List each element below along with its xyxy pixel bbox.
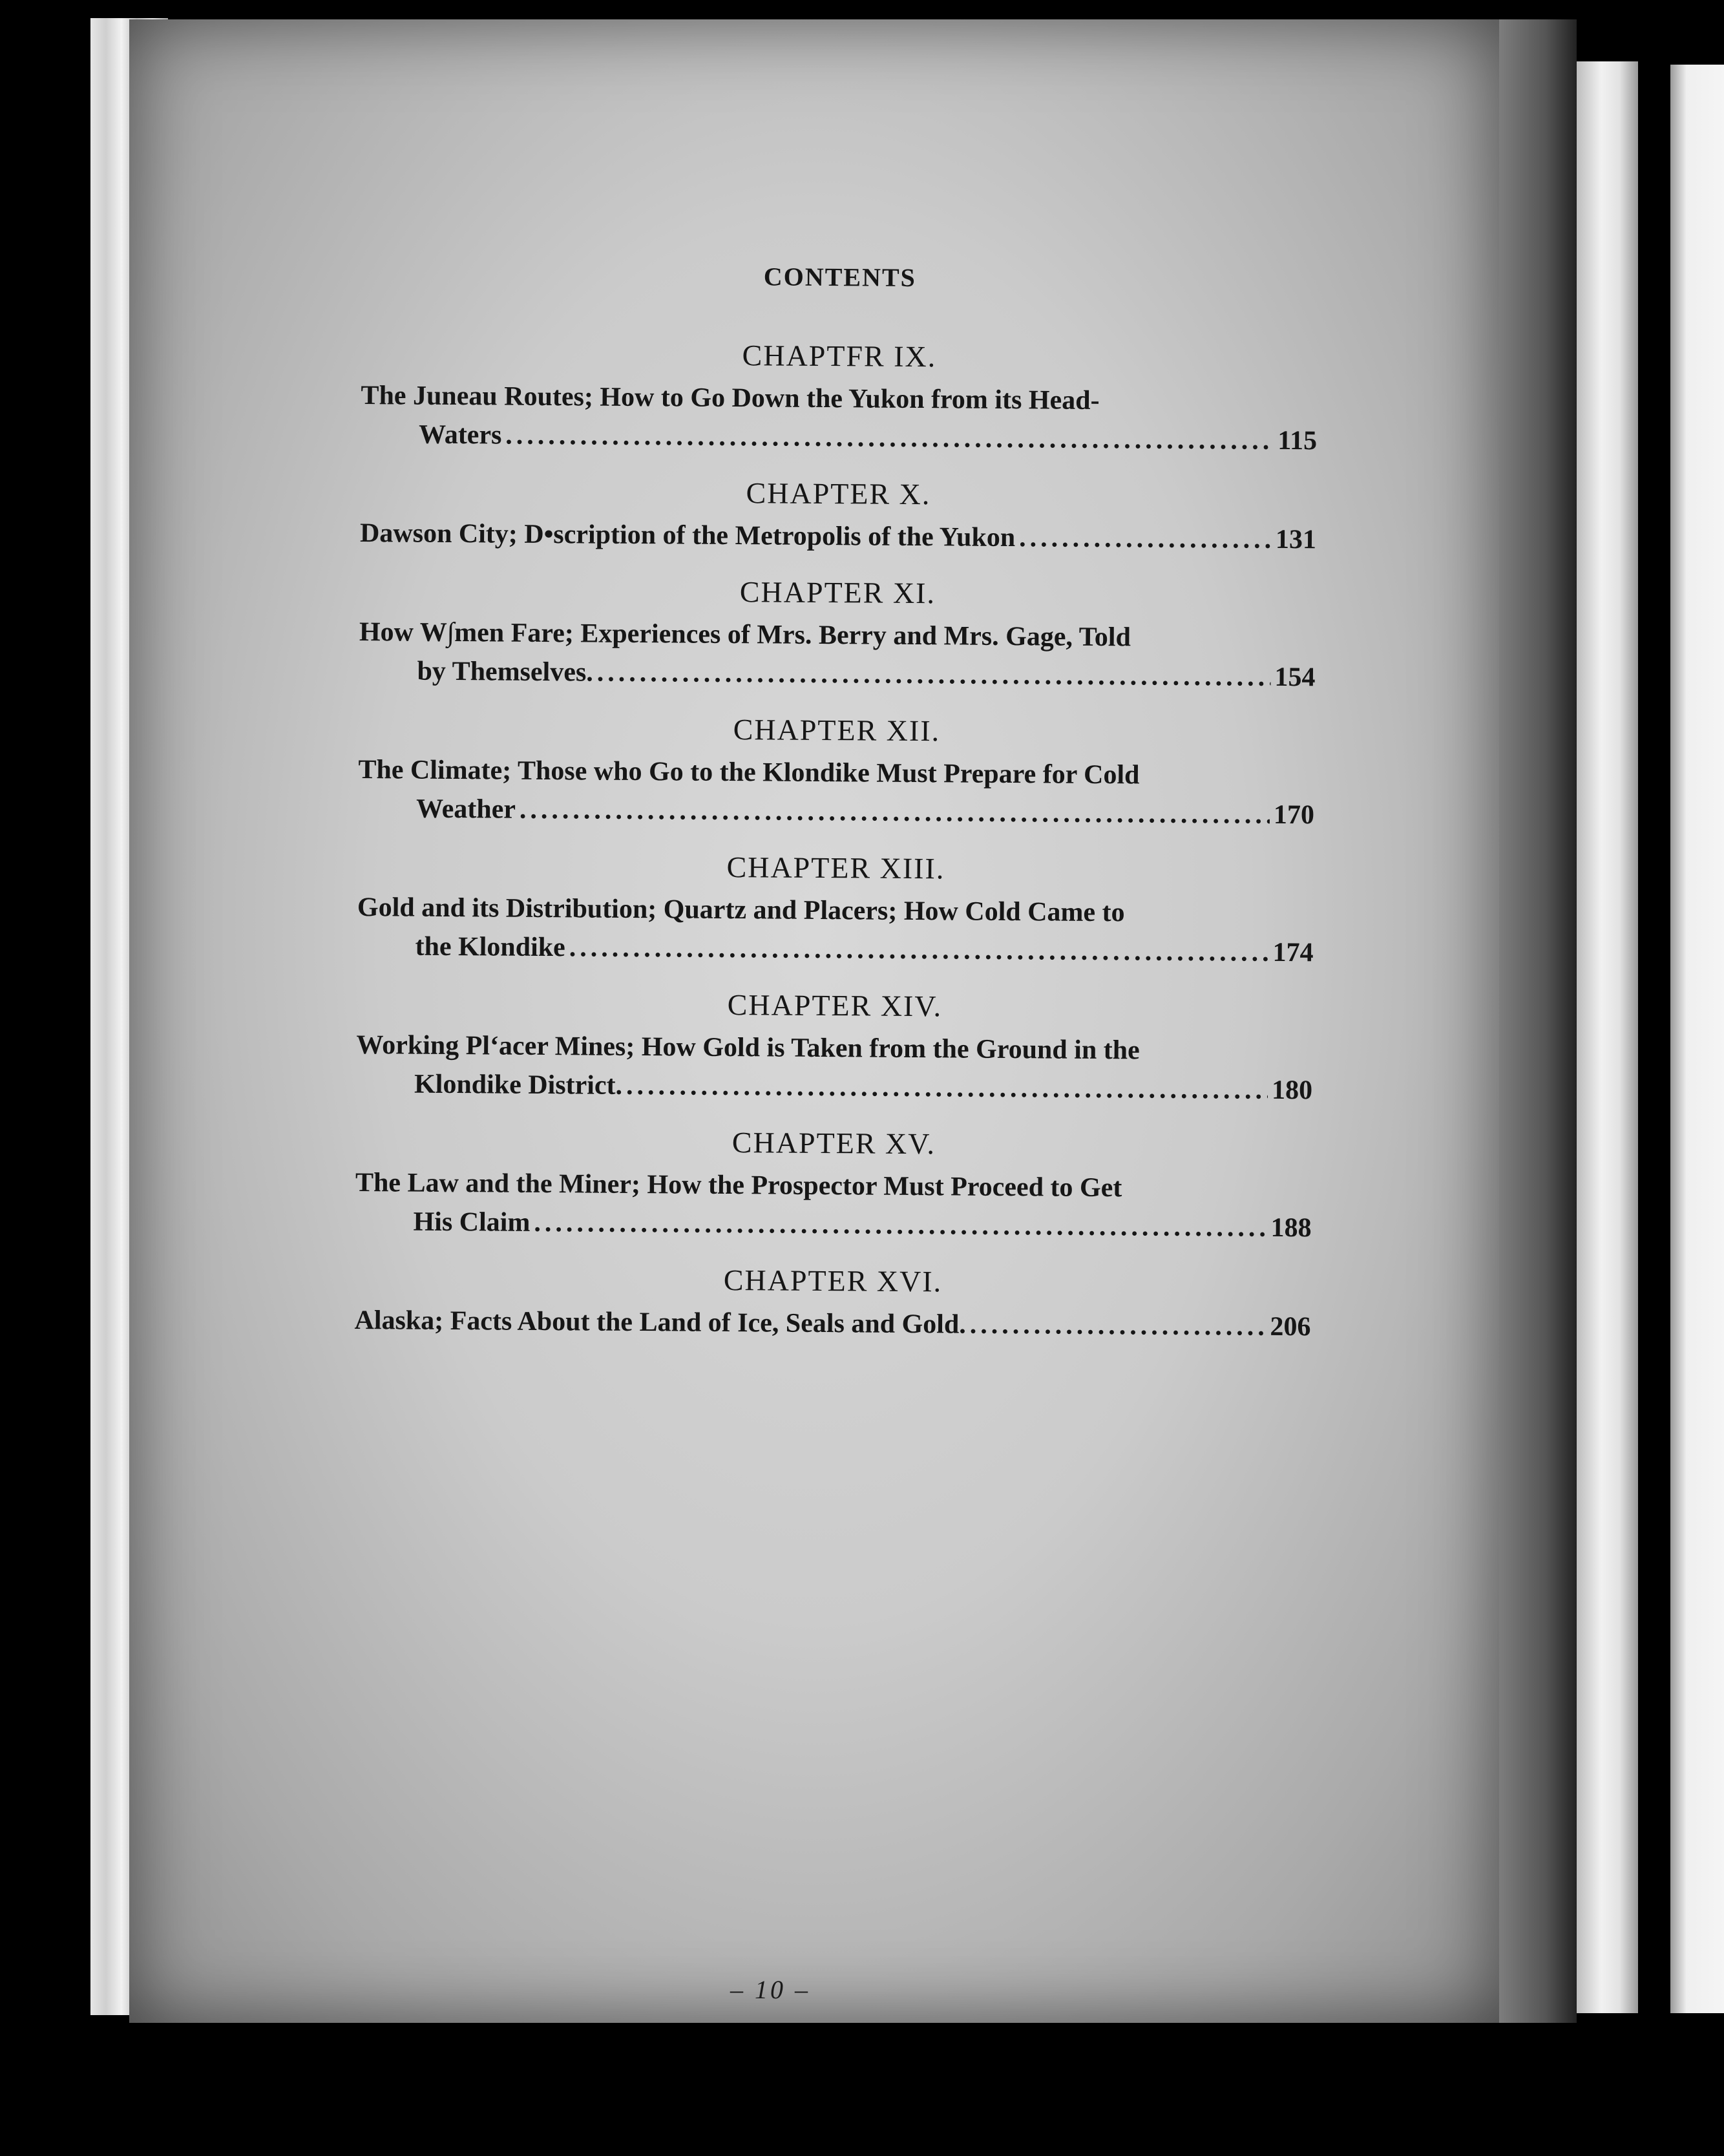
contents-heading: CONTENTS — [763, 262, 917, 292]
chapter-title: Working Plʻacer Mines; How Gold is Taken from the Ground in the — [356, 1030, 1140, 1066]
chapter-heading: CHAPTER XIII. — [726, 850, 945, 885]
dot-leader — [505, 416, 1274, 460]
chapter-heading: CHAPTER XI. — [739, 575, 936, 610]
chapter-heading: CHAPTFR IX. — [742, 339, 937, 374]
toc-entry-chapter-x — [360, 473, 1317, 559]
chapter-title-continuation: Weather — [415, 794, 516, 825]
page-number: 180 — [1271, 1075, 1313, 1106]
dot-leader — [1019, 518, 1272, 559]
chapter-title-continuation: Klondike District. — [414, 1069, 623, 1101]
chapter-title-continuation: by Themselves. — [417, 656, 593, 688]
toc-entry-chapter-xv — [355, 1123, 1312, 1247]
page-number: 115 — [1277, 425, 1318, 456]
chapter-heading: CHAPTER XVI. — [723, 1263, 943, 1298]
chapter-title: Gold and its Distribution; Quartz and Placers; How Cold Came to — [357, 892, 1125, 928]
chapter-title: How W∫men Fare; Experiences of Mrs. Berry and Mrs. Gage, Told — [359, 617, 1131, 653]
toc-entry-chapter-xiii — [357, 847, 1314, 972]
facing-page — [1670, 65, 1724, 2013]
chapter-title-continuation: Waters — [418, 419, 502, 450]
chapter-title: The Law and the Miner; How the Prospector Must Proceed to Get — [355, 1167, 1122, 1203]
dot-leader — [534, 1203, 1267, 1247]
chapter-heading: CHAPTER XIV. — [727, 988, 943, 1023]
chapter-title: Alaska; Facts About the Land of Ice, Seals and Gold. — [354, 1305, 966, 1340]
chapter-title-continuation: His Claim — [413, 1207, 531, 1238]
table-of-contents — [354, 259, 1318, 1366]
spine-shadow — [1499, 19, 1577, 2023]
facing-page-edge — [1577, 61, 1638, 2013]
toc-entry-chapter-ix — [361, 335, 1318, 460]
chapter-heading: CHAPTER XV. — [731, 1126, 936, 1161]
chapter-title: The Climate; Those who Go to the Klondike Must Prepare for Cold — [358, 754, 1140, 790]
toc-entry-chapter-xii — [358, 710, 1315, 834]
chapter-title: Dawson City; D•scription of the Metropolis of the Yukon — [359, 518, 1016, 553]
page-folio: – 10 – — [730, 1975, 810, 2004]
toc-entry-chapter-xvi — [354, 1260, 1311, 1346]
chapter-title-end — [358, 789, 1314, 834]
dot-leader — [597, 653, 1271, 697]
chapter-title-end — [359, 651, 1315, 697]
chapter-heading: CHAPTER XII. — [733, 713, 941, 748]
page-number: 174 — [1272, 937, 1314, 968]
dot-leader — [520, 790, 1270, 834]
dot-leader — [970, 1305, 1267, 1346]
dot-leader — [569, 928, 1269, 972]
toc-entry-chapter-xi — [359, 572, 1316, 697]
toc-entry-chapter-xiv — [356, 985, 1313, 1110]
chapter-title-end — [360, 514, 1316, 559]
page-number: 170 — [1273, 799, 1315, 830]
chapter-title-end — [361, 415, 1317, 460]
chapter-title-end — [355, 1202, 1311, 1247]
chapter-heading: CHAPTER X. — [746, 476, 931, 511]
chapter-title: The Juneau Routes; How to Go Down the Yukon from its Head- — [361, 380, 1100, 416]
chapter-title-continuation: the Klondike — [415, 931, 565, 963]
page-number: 206 — [1270, 1311, 1311, 1342]
dot-leader — [626, 1066, 1268, 1110]
page-number: 188 — [1270, 1212, 1312, 1243]
chapter-title-end — [354, 1301, 1310, 1346]
chapter-title-end — [357, 927, 1313, 972]
page-number: 131 — [1275, 524, 1317, 555]
page-number: 154 — [1274, 662, 1316, 693]
chapter-title-end — [356, 1064, 1312, 1110]
